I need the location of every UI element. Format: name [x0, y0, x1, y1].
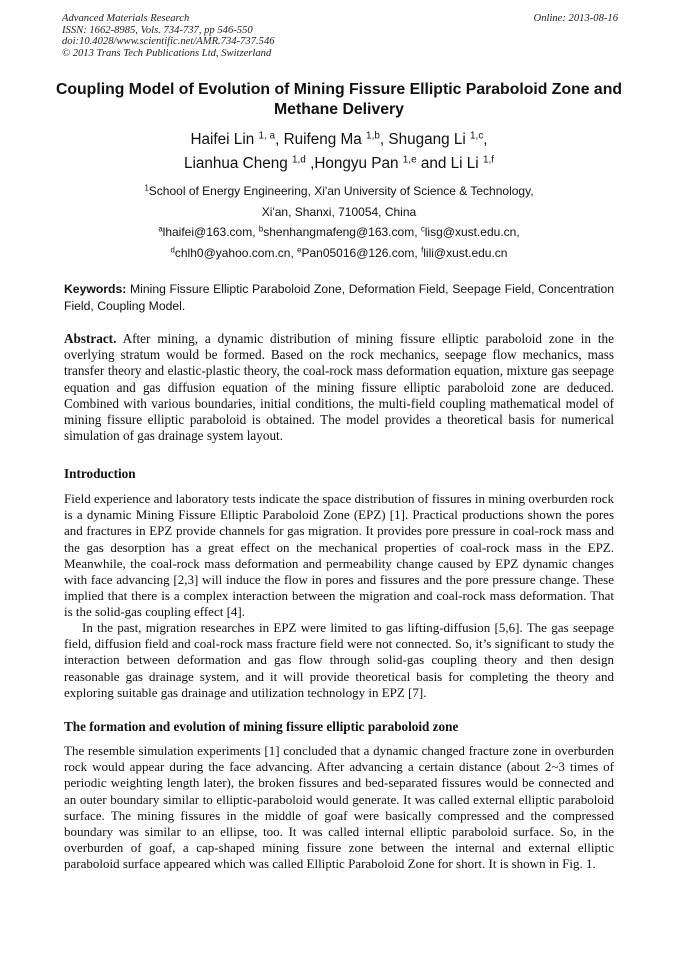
author-sup: 1,c: [470, 130, 484, 142]
email-line-1: $^a$lhaifei@163.com, $^b$shenhangmafeng@163.com, $^c$lisg@xust.edu.cn,: [158, 224, 520, 239]
keywords-text: Mining Fissure Elliptic Paraboloid Zone, Deformation Field, Seepage Field, Concentration Field, Coupling Model.: [64, 282, 614, 313]
author-sup: 1, a: [258, 130, 276, 142]
email-sup: c: [420, 224, 425, 234]
affiliation-line-1: [40, 181, 638, 202]
journal-name: Advanced Materials Research: [62, 13, 190, 24]
email-link[interactable]: chlh0@yahoo.com.cn: [174, 245, 291, 260]
issn-line: ISSN: 1662-8985, Vols. 734-737, pp 546-550: [62, 24, 253, 36]
email-sup: d: [170, 245, 175, 255]
email-sup: b: [258, 224, 264, 234]
abstract-block: [64, 331, 614, 444]
email-sup: a: [158, 224, 163, 234]
author-name: Shugang Li: [388, 131, 466, 148]
author-name: Hongyu Pan: [314, 155, 399, 172]
affiliation-sup: 1: [144, 183, 149, 193]
paper-title: Coupling Model of Evolution of Mining Fissure Elliptic Paraboloid Zone and Methane Delivery: [55, 81, 623, 118]
email-sup: e: [297, 245, 302, 255]
online-date: Online: 2013-08-16: [533, 13, 618, 24]
abstract-text: After mining, a dynamic distribution of mining fissure elliptic paraboloid zone in the overlying stratum would be formed. Based on the rock mechanics, seepage flow mechanics, mass transfer theory and elastic-plastic theory, the coal-rock mass deformation equation, mixture gas seepage equation and gas diffusion equation of the mining fissure elliptic paraboloid zone are deduced. Combined with various boundaries, initial conditions, the multi-field coupling mathematical model of mining fissure elliptic paraboloid is obtained. The model provides a theoretical basis for numerical simulation of gas drainage system layout.: [64, 331, 614, 444]
introduction-heading: Introduction: [64, 466, 136, 481]
author-sup: 1,d: [292, 154, 306, 166]
affiliation-text: School of Energy Engineering, Xi'an University of Science & Technology,: [148, 184, 534, 198]
introduction-paragraph-2: In the past, migration researches in EPZ were limited to gas lifting-diffusion [5,6]. The gas seepage field, diffusion field and coal-rock mass fracture field were not connected. So, it’s significant to study the interaction between deformation and gas flow through solid-gas coupling theory and then design reasonable gas drainage system, and it will provide theoretical basis for completing the theory and exploring suitable gas drainage and utilization technology in EPZ [7].: [64, 620, 614, 700]
email-link[interactable]: lisg@xust.edu.cn: [424, 225, 517, 239]
author-name: Lianhua Cheng: [183, 155, 288, 172]
email-link[interactable]: Pan05016@126.com: [301, 245, 415, 260]
journal-header: [62, 13, 618, 59]
email-link[interactable]: lili@xust.edu.cn: [423, 245, 508, 260]
section-formation-paragraph: The resemble simulation experiments [1] concluded that a dynamic changed fracture zone in overburden rock would appear during the face advancing. After advancing a certain distance (about 2~3 times of periodic weighting length later), the broken fissures and bed-separated fissures would be connected and an outer boundary similar to elliptic-paraboloid would generate. It was called external elliptic paraboloid surface. The mining fissures in the middle of goaf were basically compressed and the compressed boundary was similar to an ellipse, too. It was called internal elliptic paraboloid surface. So, in the overburden of goaf, a cap-shaped mining fissure zone between the internal and external elliptic paraboloid surface appeared which was called Elliptic Paraboloid Zone for short. It is shown in Fig. 1.: [64, 743, 614, 872]
author-name: Haifei Lin: [190, 131, 255, 148]
email-link[interactable]: shenhangmafeng@163.com: [263, 225, 415, 239]
section-heading-formation: The formation and evolution of mining fissure elliptic paraboloid zone: [64, 719, 459, 734]
introduction-paragraph-1: Field experience and laboratory tests indicate the space distribution of fissures in mining overburden rock is a dynamic Mining Fissure Elliptic Paraboloid Zone (EPZ) [1]. Practical productions shown the pores and fractures in EPZ provide channels for gas migration. It provides pore pressure in coal-rock mass and the gas desorption has a great effect on the mechanical properties of coal-rock mass in the EPZ. Meanwhile, the coal-rock mass deformation and permeability change caused by EPZ dynamic changes with face advancing [2,3] will induce the flow in pores and fissures and the pore pressure change. These implied that there is a complex interaction between the migration and coal-rock mass deformation. That is the solid-gas coupling effect [4].: [64, 491, 614, 620]
author-list: [40, 128, 638, 176]
email-sup: f: [421, 245, 424, 255]
author-line-1: Haifei Lin $^{1, a}$, Ruifeng Ma $^{1,b}$, Shugang Li $^{1,c}$,: [190, 130, 488, 148]
author-name: Li Li: [450, 155, 479, 172]
keywords-block: [64, 281, 614, 314]
affiliation-block: [40, 181, 638, 263]
author-line-2: Lianhua Cheng $^{1,d}$ ,Hongyu Pan $^{1,e}$ and Li Li $^{1,f}$: [183, 154, 495, 172]
author-sup: 1,f: [482, 154, 495, 166]
email-link[interactable]: lhaifei@163.com: [162, 225, 253, 239]
author-sup: 1,b: [366, 130, 380, 142]
author-name: Ruifeng Ma: [283, 131, 362, 148]
doi-line[interactable]: doi:10.4028/www.scientific.net/AMR.734-737.546: [62, 36, 275, 47]
abstract-label: Abstract.: [64, 331, 117, 346]
email-line-2: $^d$chlh0@yahoo.com.cn, $^e$Pan05016@126.com, $^f$lili@xust.edu.cn: [170, 245, 508, 260]
author-sup: 1,e: [402, 154, 417, 166]
affiliation-line-2: Xi'an, Shanxi, 710054, China: [261, 204, 417, 219]
keywords-label: Keywords:: [64, 282, 127, 296]
copyright-line: © 2013 Trans Tech Publications Ltd, Switzerland: [62, 47, 272, 59]
